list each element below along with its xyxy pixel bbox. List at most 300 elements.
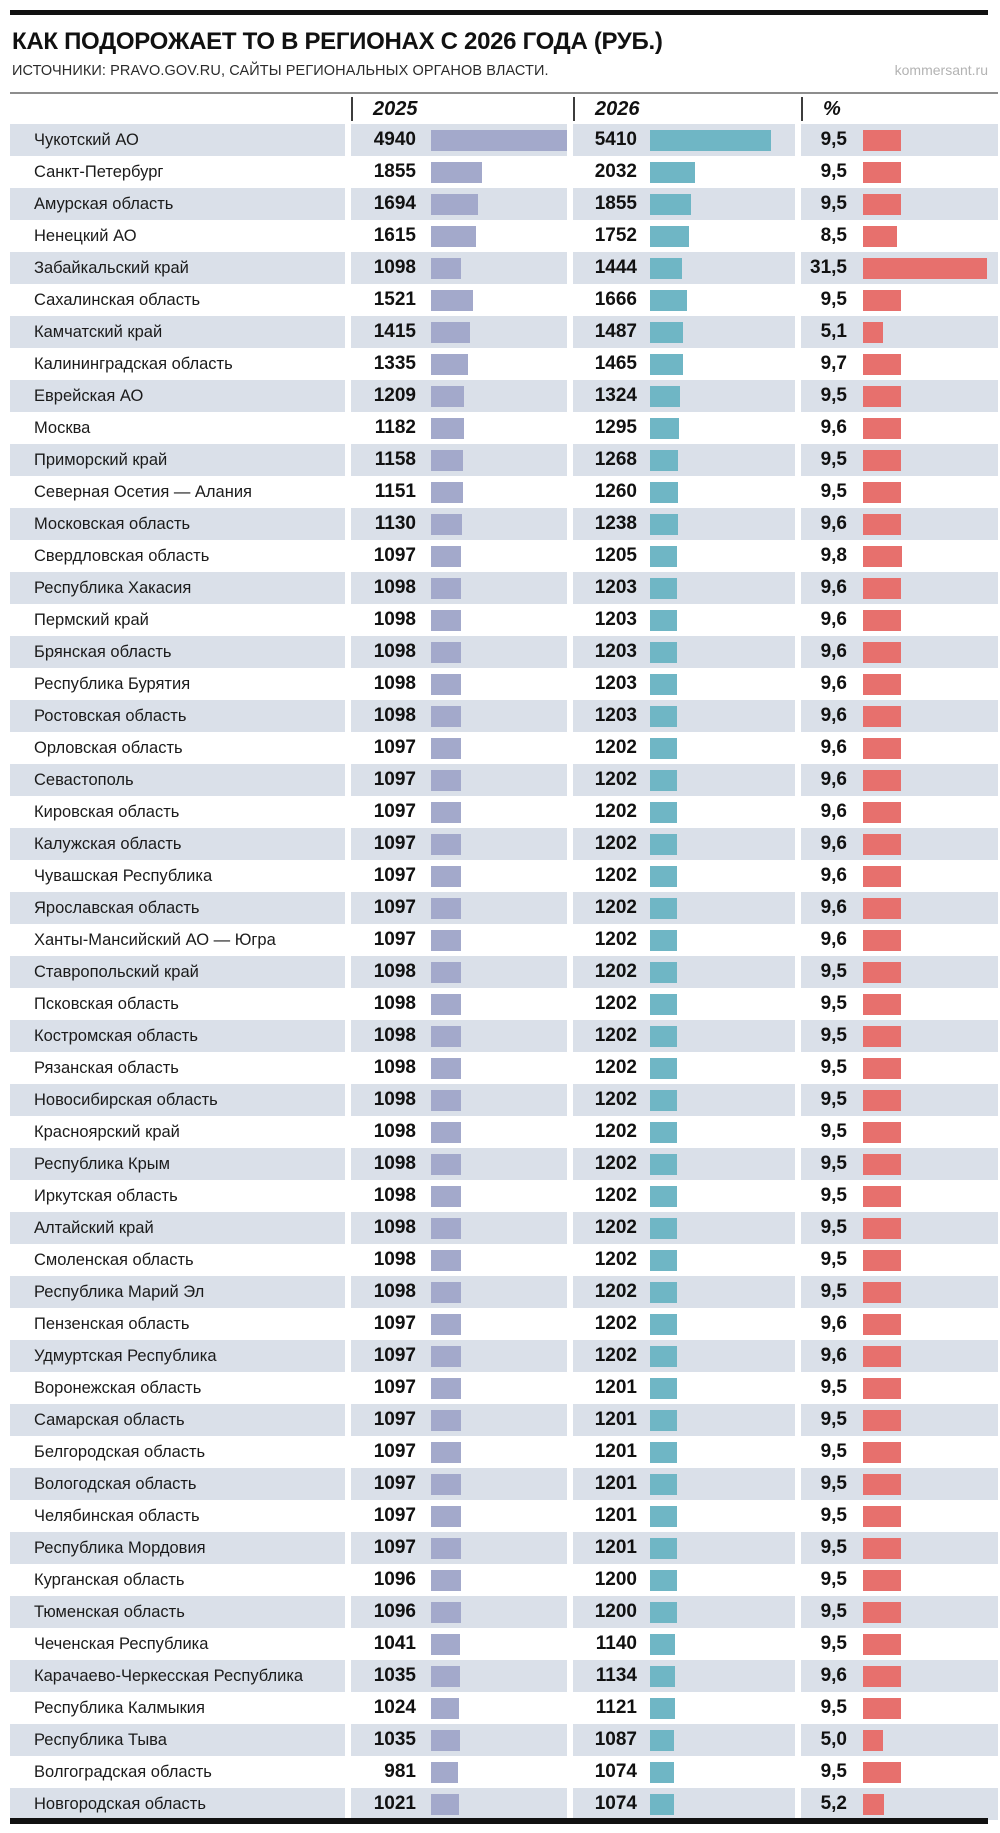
bar-2026	[650, 994, 677, 1015]
value-2025: 1097	[373, 737, 416, 758]
value-2025-group	[351, 348, 567, 380]
bar-2025	[431, 162, 482, 183]
bar-2025	[431, 1378, 461, 1399]
bar-percent-track	[849, 930, 998, 951]
value-2026: 1201	[594, 1505, 637, 1526]
percent-value-group	[801, 1180, 998, 1212]
region-label: Костромская область	[10, 1020, 345, 1052]
percent-value-group	[801, 668, 998, 700]
percent-value-group	[801, 380, 998, 412]
percent-value-group	[801, 1436, 998, 1468]
region-label: Новосибирская область	[10, 1084, 345, 1116]
value-2025-group	[351, 444, 567, 476]
bar-percent-track	[849, 482, 998, 503]
value-2025-group	[351, 988, 567, 1020]
percent-value: 9,6	[820, 673, 847, 694]
column-header-2026: 2026	[573, 97, 795, 121]
bar-2026	[650, 1410, 677, 1431]
value-2025: 1098	[373, 1185, 416, 1206]
percent-value: 9,6	[820, 801, 847, 822]
top-rule	[10, 10, 988, 15]
bar-2026	[650, 834, 677, 855]
bar-2025	[431, 130, 567, 151]
bar-2025-track	[426, 386, 567, 407]
bar-2026	[650, 130, 771, 151]
bar-percent-track	[849, 450, 998, 471]
value-2025-group	[351, 956, 567, 988]
table-row	[10, 924, 998, 956]
value-2026: 1087	[594, 1729, 637, 1750]
bar-percent	[863, 706, 901, 727]
percent-value-group	[801, 1020, 998, 1052]
region-label: Республика Хакасия	[10, 572, 345, 604]
bar-2025-track	[426, 802, 567, 823]
value-2026: 1200	[594, 1601, 637, 1622]
bar-2025	[431, 802, 461, 823]
bar-2025	[431, 1282, 461, 1303]
bar-2025	[431, 450, 463, 471]
region-label: Рязанская область	[34, 1058, 179, 1077]
value-2026-group	[573, 1212, 795, 1244]
value-2025: 1096	[373, 1569, 416, 1590]
value-2026-group	[573, 220, 795, 252]
bar-percent-track	[849, 258, 998, 279]
percent-value-group	[801, 1276, 998, 1308]
bar-percent-track	[849, 1698, 998, 1719]
bar-2026	[650, 1602, 677, 1623]
percent-value-group	[801, 1724, 998, 1756]
table-row	[10, 1276, 998, 1308]
percent-value-group	[801, 892, 998, 924]
bar-2025-track	[426, 642, 567, 663]
bar-percent	[863, 322, 883, 343]
bar-2025-track	[426, 1346, 567, 1367]
bar-2026	[650, 642, 677, 663]
region-label: Удмуртская Республика	[10, 1340, 345, 1372]
value-2025-group	[351, 668, 567, 700]
percent-value: 9,6	[820, 1345, 847, 1366]
bar-2025-track	[426, 1314, 567, 1335]
region-label: Кировская область	[34, 802, 180, 821]
bar-percent-track	[849, 1762, 998, 1783]
percent-value: 8,5	[820, 225, 847, 246]
value-2026: 1202	[594, 897, 637, 918]
percent-value: 9,5	[820, 1153, 847, 1174]
bar-2025-track	[426, 578, 567, 599]
bar-percent	[863, 1794, 884, 1815]
value-2026-group	[573, 1404, 795, 1436]
value-2025: 1098	[373, 1153, 416, 1174]
value-2025: 1096	[373, 1601, 416, 1622]
value-2025: 1035	[373, 1665, 416, 1686]
bar-2026-track	[645, 322, 795, 343]
bar-percent	[863, 386, 901, 407]
value-2025-group	[351, 1692, 567, 1724]
bar-percent	[863, 1570, 901, 1591]
bar-percent	[863, 770, 901, 791]
bar-2025	[431, 1474, 461, 1495]
bar-percent	[863, 1090, 901, 1111]
bar-2026-track	[645, 1794, 795, 1815]
table-row	[10, 1116, 998, 1148]
value-2026-group	[573, 188, 795, 220]
value-2025-group	[351, 1148, 567, 1180]
percent-value: 9,5	[820, 1057, 847, 1078]
percent-value-group	[801, 1052, 998, 1084]
bar-percent-track	[849, 1186, 998, 1207]
percent-value: 9,8	[820, 545, 847, 566]
bar-2026-track	[645, 1218, 795, 1239]
value-2026-group	[573, 1244, 795, 1276]
percent-value-group	[801, 636, 998, 668]
table-row	[10, 316, 998, 348]
bar-2025	[431, 674, 461, 695]
bar-2025	[431, 514, 462, 535]
percent-value: 9,6	[820, 737, 847, 758]
bar-2025-track	[426, 1506, 567, 1527]
bar-2025-track	[426, 866, 567, 887]
bar-2026	[650, 802, 677, 823]
percent-value: 9,6	[820, 897, 847, 918]
value-2025: 1021	[373, 1793, 416, 1814]
value-2025: 1097	[373, 1409, 416, 1430]
bar-2025-track	[426, 1634, 567, 1655]
percent-value: 9,5	[820, 1089, 847, 1110]
value-2026-group	[573, 572, 795, 604]
region-label: Севастополь	[10, 764, 345, 796]
value-2025: 1097	[373, 1537, 416, 1558]
bar-2026	[650, 1090, 677, 1111]
percent-value-group	[801, 1532, 998, 1564]
value-2026: 1205	[594, 545, 637, 566]
value-2026-group	[573, 988, 795, 1020]
bar-2026-track	[645, 482, 795, 503]
value-2026: 1324	[594, 385, 637, 406]
percent-value: 9,5	[820, 1377, 847, 1398]
value-2026-group	[573, 1340, 795, 1372]
bar-2025	[431, 1730, 460, 1751]
value-2025-group	[351, 604, 567, 636]
value-2025-group	[351, 828, 567, 860]
bar-2026	[650, 738, 677, 759]
value-2026: 1202	[594, 1153, 637, 1174]
percent-value-group	[801, 988, 998, 1020]
table-row	[10, 604, 998, 636]
value-2025: 1098	[373, 1249, 416, 1270]
bar-percent	[863, 1730, 883, 1751]
value-2026: 1487	[594, 321, 637, 342]
bar-2026	[650, 258, 682, 279]
bottom-rule	[10, 1818, 988, 1824]
value-2025: 1209	[373, 385, 416, 406]
value-2026-group	[573, 1628, 795, 1660]
bar-2026	[650, 1762, 674, 1783]
bar-percent-track	[849, 1378, 998, 1399]
bar-2025	[431, 1186, 461, 1207]
region-label: Пермский край	[34, 610, 149, 629]
value-2025: 1615	[373, 225, 416, 246]
bar-percent-track	[849, 1794, 998, 1815]
bar-percent	[863, 1154, 901, 1175]
percent-value: 9,6	[820, 513, 847, 534]
percent-value-group	[801, 604, 998, 636]
table-row	[10, 1340, 998, 1372]
bar-2025	[431, 226, 476, 247]
percent-value: 9,5	[820, 1025, 847, 1046]
bar-percent	[863, 354, 901, 375]
bar-percent	[863, 1250, 901, 1271]
table-row	[10, 284, 998, 316]
bar-2026	[650, 1666, 675, 1687]
value-2025: 981	[384, 1761, 416, 1782]
bar-2026-track	[645, 1474, 795, 1495]
bar-percent	[863, 1602, 901, 1623]
bar-percent-track	[849, 1730, 998, 1751]
region-label: Пензенская область	[34, 1314, 190, 1333]
bar-2026	[650, 1442, 677, 1463]
page-title: КАК ПОДОРОЖАЕТ ТО В РЕГИОНАХ С 2026 ГОДА (РУБ.)	[12, 28, 663, 55]
value-2026: 1200	[594, 1569, 637, 1590]
percent-value: 9,5	[820, 1409, 847, 1430]
bar-2026	[650, 578, 677, 599]
bar-2025	[431, 578, 461, 599]
table-row	[10, 508, 998, 540]
bar-2025	[431, 706, 461, 727]
bar-2025	[431, 738, 461, 759]
value-2025: 1182	[374, 417, 416, 438]
table-row	[10, 1180, 998, 1212]
percent-value: 9,6	[820, 641, 847, 662]
bar-2025-track	[426, 1474, 567, 1495]
value-2025: 1098	[373, 1025, 416, 1046]
percent-value: 9,6	[820, 1665, 847, 1686]
value-2025-group	[351, 1084, 567, 1116]
region-label: Смоленская область	[34, 1250, 194, 1269]
region-label: Республика Калмыкия	[34, 1698, 205, 1717]
value-2026: 1203	[594, 641, 637, 662]
bar-2026-track	[645, 1314, 795, 1335]
bar-2026-track	[645, 578, 795, 599]
bar-2026-track	[645, 1090, 795, 1111]
bar-percent-track	[849, 898, 998, 919]
bar-percent	[863, 418, 901, 439]
bar-percent	[863, 1762, 901, 1783]
table-row	[10, 1212, 998, 1244]
region-label: Ставропольский край	[10, 956, 345, 988]
percent-value: 9,5	[820, 1569, 847, 1590]
percent-value-group	[801, 956, 998, 988]
value-2026-group	[573, 1564, 795, 1596]
percent-value: 9,5	[820, 129, 847, 150]
value-2026: 1666	[594, 289, 637, 310]
percent-value: 9,6	[820, 609, 847, 630]
bar-2025-track	[426, 962, 567, 983]
price-table	[10, 92, 998, 1820]
value-2025-group	[351, 284, 567, 316]
bar-percent-track	[849, 1250, 998, 1271]
percent-value: 31,5	[810, 257, 847, 278]
bar-percent-track	[849, 1410, 998, 1431]
bar-2026	[650, 706, 677, 727]
bar-percent-track	[849, 578, 998, 599]
percent-value: 9,5	[820, 1217, 847, 1238]
table-row	[10, 348, 998, 380]
value-2026-group	[573, 1660, 795, 1692]
value-2026: 1202	[594, 1217, 637, 1238]
bar-2025-track	[426, 1090, 567, 1111]
value-2025: 1098	[373, 609, 416, 630]
value-2026-group	[573, 764, 795, 796]
value-2025-group	[351, 1468, 567, 1500]
value-2025-group	[351, 796, 567, 828]
bar-2026-track	[645, 1026, 795, 1047]
value-2026-group	[573, 1724, 795, 1756]
bar-2026-track	[645, 642, 795, 663]
value-2026-group	[573, 1052, 795, 1084]
table-row	[10, 252, 998, 284]
value-2025: 1097	[373, 1473, 416, 1494]
bar-2026-track	[645, 290, 795, 311]
bar-2025-track	[426, 1602, 567, 1623]
bar-2025	[431, 1058, 461, 1079]
bar-percent	[863, 1346, 901, 1367]
bar-percent	[863, 674, 901, 695]
bar-percent-track	[849, 1346, 998, 1367]
bar-2026-track	[645, 866, 795, 887]
region-label: Москва	[34, 418, 91, 437]
value-2026: 1202	[594, 993, 637, 1014]
bar-2025	[431, 1538, 461, 1559]
value-2026: 1202	[594, 833, 637, 854]
value-2025-group	[351, 1756, 567, 1788]
bar-2026	[650, 1314, 677, 1335]
region-label: Ростовская область	[10, 700, 345, 732]
bar-percent-track	[849, 1602, 998, 1623]
bar-2025-track	[426, 898, 567, 919]
bar-2025-track	[426, 1794, 567, 1815]
region-label: Брянская область	[10, 636, 345, 668]
region-label: Северная Осетия — Алания	[34, 482, 252, 501]
bar-2025	[431, 1666, 460, 1687]
table-rows	[10, 124, 998, 1820]
percent-value-group	[801, 508, 998, 540]
table-row	[10, 1596, 998, 1628]
table-row	[10, 1020, 998, 1052]
table-row	[10, 476, 998, 508]
value-2025-group	[351, 1244, 567, 1276]
table-row	[10, 1628, 998, 1660]
percent-value: 9,6	[820, 577, 847, 598]
percent-value-group	[801, 1564, 998, 1596]
bar-2026	[650, 1218, 677, 1239]
value-2025: 1097	[373, 929, 416, 950]
bar-2025	[431, 1762, 458, 1783]
bar-2025	[431, 1090, 461, 1111]
value-2026: 1260	[594, 481, 637, 502]
value-2025: 1097	[373, 545, 416, 566]
value-2025-group	[351, 732, 567, 764]
value-2025-group	[351, 700, 567, 732]
bar-percent	[863, 1122, 901, 1143]
value-2026: 1074	[594, 1761, 637, 1782]
value-2025: 1097	[373, 865, 416, 886]
bar-percent	[863, 866, 901, 887]
bar-percent	[863, 290, 901, 311]
value-2026: 1203	[594, 673, 637, 694]
bar-2026-track	[645, 1250, 795, 1271]
bar-percent	[863, 1442, 901, 1463]
region-label: Еврейская АО	[10, 380, 345, 412]
bar-2026	[650, 290, 687, 311]
bar-percent-track	[849, 1570, 998, 1591]
percent-value-group	[801, 732, 998, 764]
value-2026-group	[573, 1788, 795, 1820]
bar-2025	[431, 258, 461, 279]
value-2026: 1203	[594, 609, 637, 630]
value-2025-group	[351, 1180, 567, 1212]
bar-percent	[863, 450, 901, 471]
bar-2026-track	[645, 1410, 795, 1431]
value-2026: 1295	[594, 417, 637, 438]
bar-percent-track	[849, 642, 998, 663]
bar-percent	[863, 1314, 901, 1335]
bar-2025	[431, 482, 463, 503]
value-2025-group	[351, 860, 567, 892]
value-2026-group	[573, 668, 795, 700]
value-2025: 1097	[373, 769, 416, 790]
percent-value: 9,5	[820, 1697, 847, 1718]
bar-percent-track	[849, 1314, 998, 1335]
percent-value: 9,5	[820, 385, 847, 406]
region-label: Алтайский край	[10, 1212, 345, 1244]
bar-percent	[863, 130, 901, 151]
bar-2026	[650, 1026, 677, 1047]
bar-percent	[863, 1474, 901, 1495]
bar-2026-track	[645, 1378, 795, 1399]
value-2026: 1855	[594, 193, 637, 214]
value-2026: 1201	[594, 1377, 637, 1398]
bar-2025	[431, 1218, 461, 1239]
value-2026: 1202	[594, 769, 637, 790]
bar-2025	[431, 962, 461, 983]
percent-value: 9,6	[820, 769, 847, 790]
percent-value: 9,5	[820, 1441, 847, 1462]
value-2025: 1098	[373, 961, 416, 982]
bar-percent	[863, 1026, 901, 1047]
table-row	[10, 1756, 998, 1788]
value-2025: 1098	[373, 1057, 416, 1078]
value-2025-group	[351, 1660, 567, 1692]
percent-value: 5,1	[820, 321, 847, 342]
percent-value-group	[801, 316, 998, 348]
region-label: Иркутская область	[34, 1186, 178, 1205]
bar-2025-track	[426, 1378, 567, 1399]
bar-percent-track	[849, 1474, 998, 1495]
table-row	[10, 1468, 998, 1500]
value-2026-group	[573, 1756, 795, 1788]
value-2025: 1415	[373, 321, 416, 342]
value-2025-group	[351, 764, 567, 796]
value-2026-group	[573, 892, 795, 924]
value-2025: 1855	[373, 161, 416, 182]
value-2026: 1202	[594, 1185, 637, 1206]
percent-value: 9,5	[820, 1185, 847, 1206]
percent-value: 9,5	[820, 961, 847, 982]
bar-percent-track	[849, 290, 998, 311]
value-2025-group	[351, 1564, 567, 1596]
table-row	[10, 1404, 998, 1436]
bar-2026-track	[645, 354, 795, 375]
